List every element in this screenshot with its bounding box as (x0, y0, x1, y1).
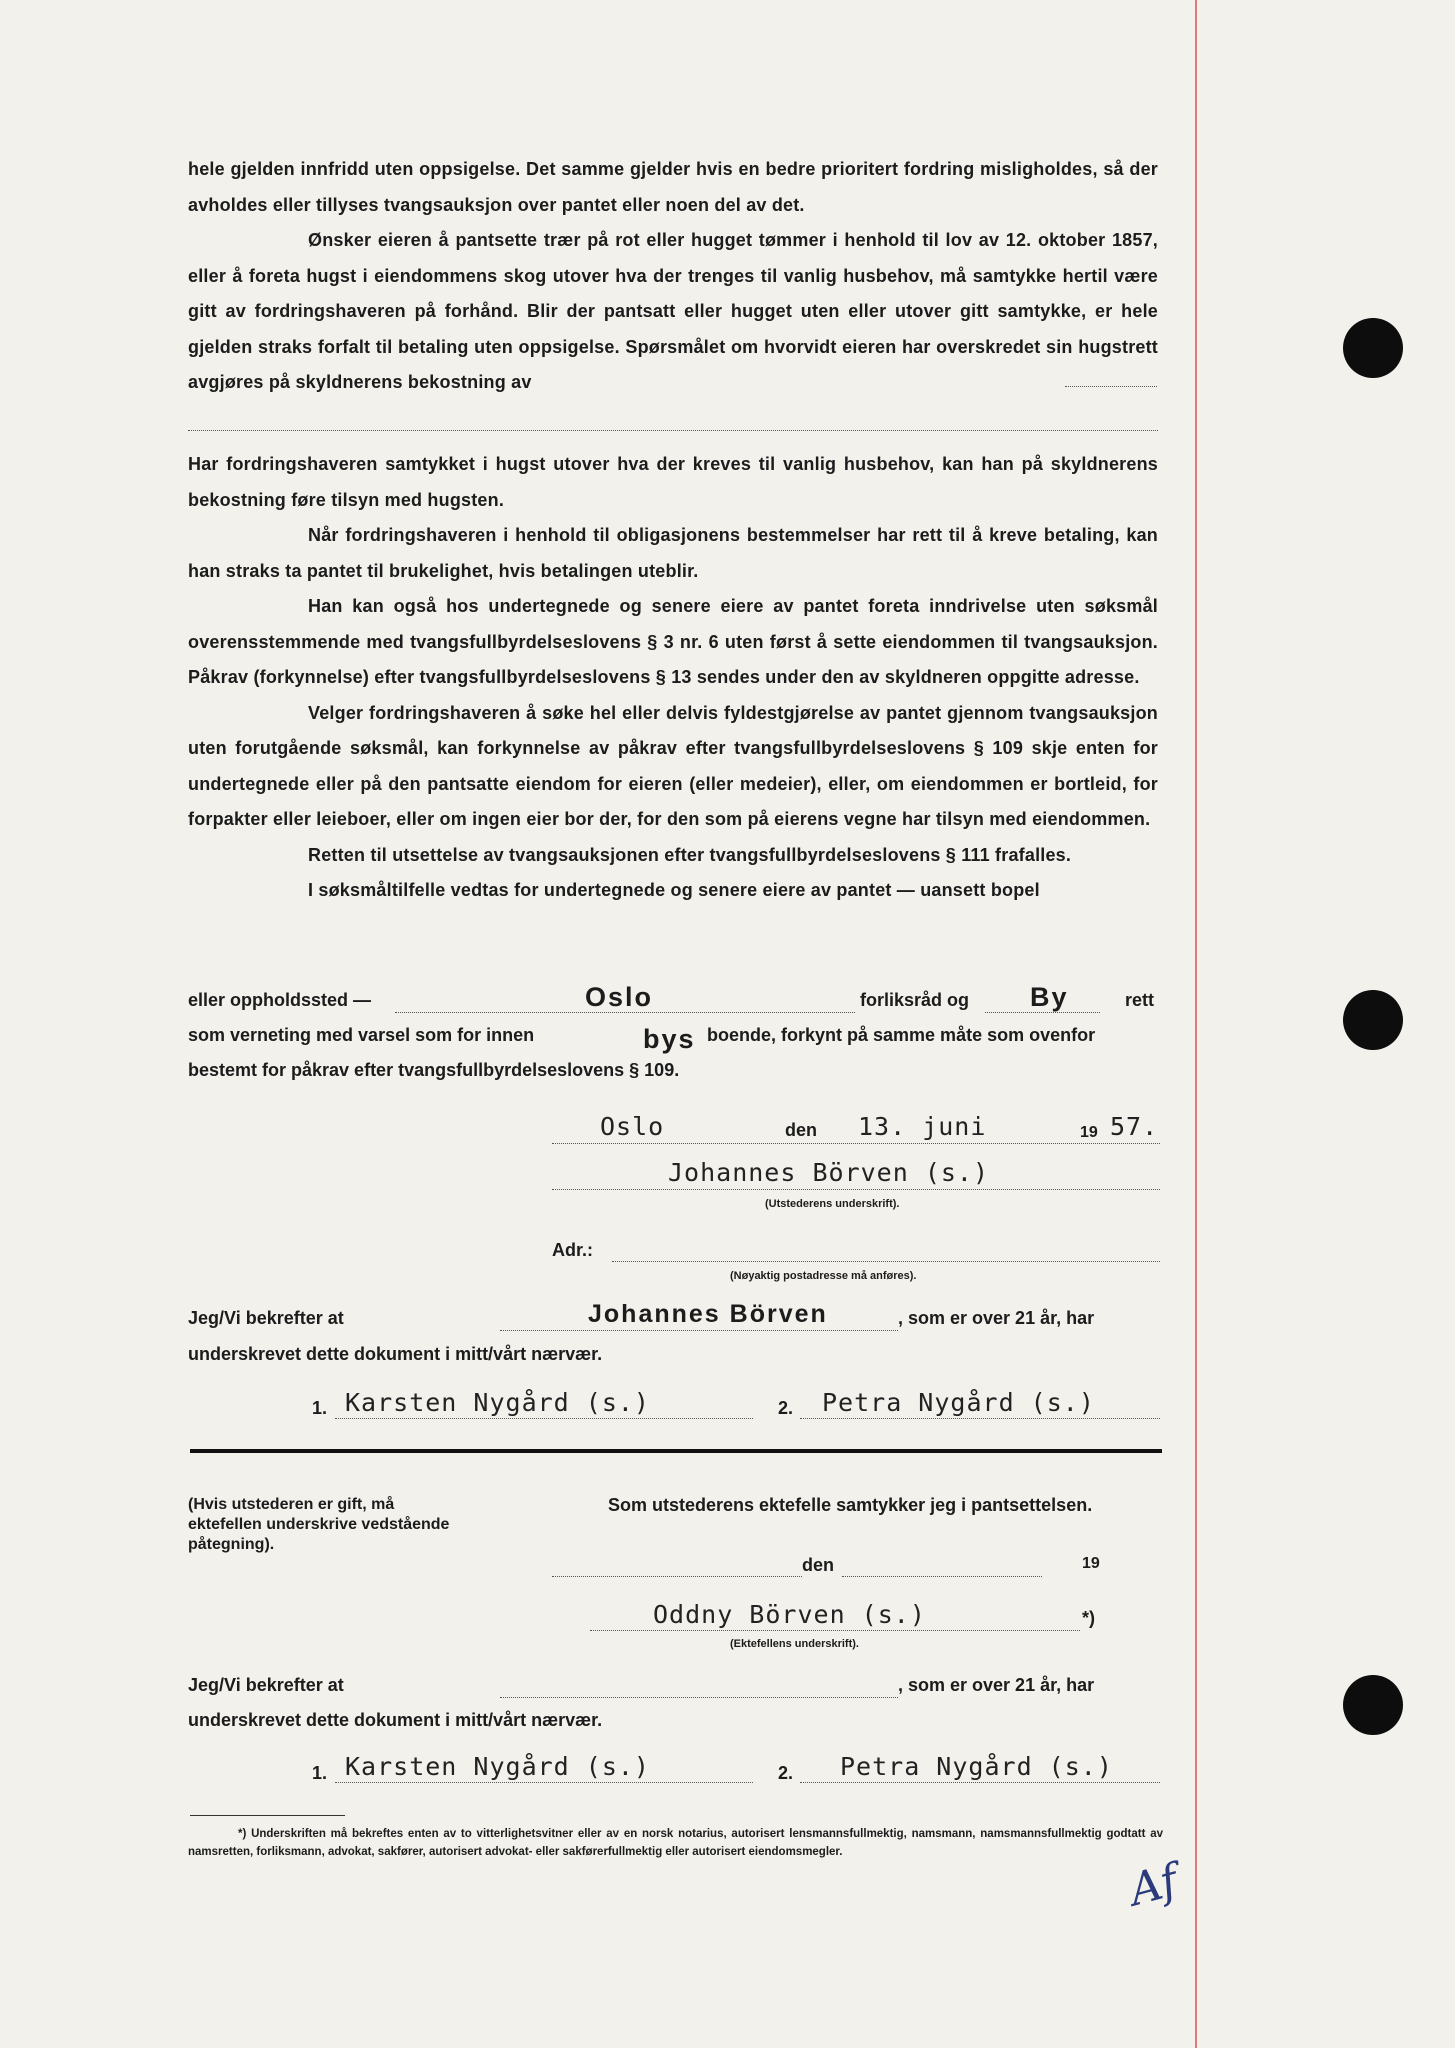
paragraph: Har fordringshaveren samtykket i hugst utover hva der kreves til vanlig husbehov, kan han på skyldnerens bekostning føre tilsyn med hugsten. (188, 454, 1158, 510)
date-place: Oslo (600, 1112, 665, 1141)
witness-line2: underskrevet dette dokument i mitt/vårt nærvær. (188, 1710, 603, 1730)
date-day-month: 13. juni (858, 1112, 987, 1141)
venue-mid: forliksråd og (860, 990, 970, 1010)
punch-hole (1343, 990, 1403, 1050)
dotted-line (842, 1576, 1042, 1577)
paragraph: Han kan også hos undertegnede og senere eiere av pantet foreta inndrivelse uten søksmål overensstemmende med tvangsfullbyrdelseslovens § 3 nr. 6 uten først å sette eiendommen til tvangsauksjon. Påkrav (forkynnelse) efter tvangsfullbyrdelseslovens § 13 sendes under den av skyldneren oppgitte adresse. (188, 596, 1158, 687)
venue-line3: bestemt for påkrav efter tvangsfullbyrdelseslovens § 109. (188, 1060, 680, 1080)
venue-court: By (1030, 982, 1069, 1012)
paragraph: I søksmåltilfelle vedtas for undertegnede og senere eiere av pantet — uansett bopel (308, 880, 1040, 900)
dotted-line (800, 1782, 1160, 1783)
dotted-line (552, 1143, 1160, 1144)
dotted-line (590, 1630, 1080, 1631)
witness-signature-1: Karsten Nygård (s.) (345, 1388, 650, 1417)
punch-hole (1343, 318, 1403, 378)
witness-suffix: , som er over 21 år, har (898, 1675, 1095, 1695)
footnote-rule (190, 1815, 345, 1816)
witness-number: 2. (778, 1398, 794, 1418)
dotted-line (800, 1418, 1160, 1419)
spouse-note: (Hvis utstederen er gift, må ektefellen underskrive vedstående påtegning). (188, 1496, 450, 1553)
paragraph: hele gjelden innfridd uten oppsigelse. Det samme gjelder hvis en bedre prioritert fordring misligholdes, så der avholdes eller tillyses tvangsauksjon over pantet eller noen del av det. (188, 159, 1158, 215)
venue-line2-suffix: boende, forkynt på samme måte som ovenfor (707, 1025, 1096, 1045)
dotted-line (1065, 386, 1157, 387)
clause-block-2 (188, 447, 1158, 909)
witness-number: 1. (312, 1763, 328, 1783)
dotted-line (335, 1782, 753, 1783)
footnote: *) Underskriften må bekreftes enten av to vitterlighetsvitner eller av en norsk notarius, autorisert lensmannsfullmektig, namsmann, namsmannsfullmektig godtatt av namsretten, forliksmann, advokat, sakfører, autorisert advokat- eller sakførerfullmektig eller autorisert eiendomsmegler. (188, 1828, 1163, 1858)
paragraph: Når fordringshaveren i henhold til obligasjonens bestemmelser har rett til å kreve betaling, kan han straks ta pantet til brukelighet, hvis betalingen uteblir. (188, 525, 1158, 581)
witness-prefix: Jeg/Vi bekrefter at (188, 1675, 344, 1695)
spouse-den: den (802, 1555, 835, 1575)
issuer-signature: Johannes Börven (s.) (668, 1158, 990, 1187)
witness-suffix: , som er over 21 år, har (898, 1308, 1095, 1328)
spouse-caption: (Ektefellens underskrift). (730, 1638, 859, 1650)
dotted-line (188, 430, 1158, 431)
spouse-marker: *) (1082, 1608, 1095, 1628)
venue-city: Oslo (585, 982, 654, 1012)
venue-suffix: rett (1125, 990, 1155, 1010)
venue-line2-prefix: som verneting med varsel som for innen (188, 1025, 535, 1045)
witness-prefix: Jeg/Vi bekrefter at (188, 1308, 344, 1328)
spouse-consent: Som utstederens ektefelle samtykker jeg i pantsettelsen. (608, 1495, 1093, 1515)
dotted-line (500, 1330, 898, 1331)
clause-block-1 (188, 152, 1158, 401)
address-label: Adr.: (552, 1240, 594, 1260)
spouse-signature: Oddny Börven (s.) (653, 1600, 926, 1629)
punch-hole (1343, 1675, 1403, 1735)
paragraph: Retten til utsettelse av tvangsauksjonen efter tvangsfullbyrdelseslovens § 111 frafalles. (308, 844, 1072, 865)
witness-issuer-name: Johannes Börven (588, 1300, 828, 1328)
witness-number: 1. (312, 1398, 328, 1418)
margin-line (1195, 0, 1197, 2048)
dotted-line (612, 1261, 1160, 1262)
dotted-line (552, 1189, 1160, 1190)
spouse-century: 19 (1082, 1555, 1100, 1572)
handwritten-initials: Af (1124, 1854, 1184, 1917)
dotted-line (335, 1418, 753, 1419)
venue-prefix: eller oppholdssted — (188, 990, 372, 1010)
dotted-line (552, 1576, 802, 1577)
witness-signature-2: Petra Nygård (s.) (840, 1752, 1113, 1781)
dotted-line (500, 1697, 898, 1698)
date-century: 19 (1080, 1124, 1098, 1141)
date-den: den (785, 1120, 818, 1140)
address-caption: (Nøyaktig postadresse må anføres). (730, 1270, 917, 1282)
witness-line2: underskrevet dette dokument i mitt/vårt nærvær. (188, 1344, 603, 1364)
date-year: 57. (1110, 1112, 1159, 1141)
witness-signature-2: Petra Nygård (s.) (822, 1388, 1095, 1417)
paragraph: Ønsker eieren å pantsette trær på rot eller hugget tømmer i henhold til lov av 12. oktober 1857, eller å foreta hugst i eiendommens skog utover hva der trenges til vanlig husbehov, må samtykke hertil være gitt av fordringshaveren på forhånd. Blir der pantsatt eller hugget uten eller utover gitt samtykke, er hele gjelden straks forfalt til betaling uten oppsigelse. Spørsmålet om hvorvidt eieren har overskredet sin hugstrett avgjøres på skyldnerens bekostning av (188, 230, 1158, 392)
witness-signature-1: Karsten Nygård (s.) (345, 1752, 650, 1781)
witness-number: 2. (778, 1763, 794, 1783)
issuer-caption: (Utstederens underskrift). (765, 1198, 900, 1210)
section-divider (190, 1449, 1162, 1453)
paragraph: Velger fordringshaveren å søke hel eller delvis fyldestgjørelse av pantet gjennom tvangsauksjon uten forutgående søksmål, kan forkynnelse av påkrav efter tvangsfullbyrdelseslovens § 109 skje enten for undertegnede eller på den pantsatte eiendom for eieren (eller medeier), eller, om eiendommen er bortleid, for forpakter eller leieboer, eller om ingen eier bor der, for den som på eierens vegne har tilsyn med eiendommen. (188, 702, 1158, 829)
venue-bys: bys (643, 1024, 696, 1054)
